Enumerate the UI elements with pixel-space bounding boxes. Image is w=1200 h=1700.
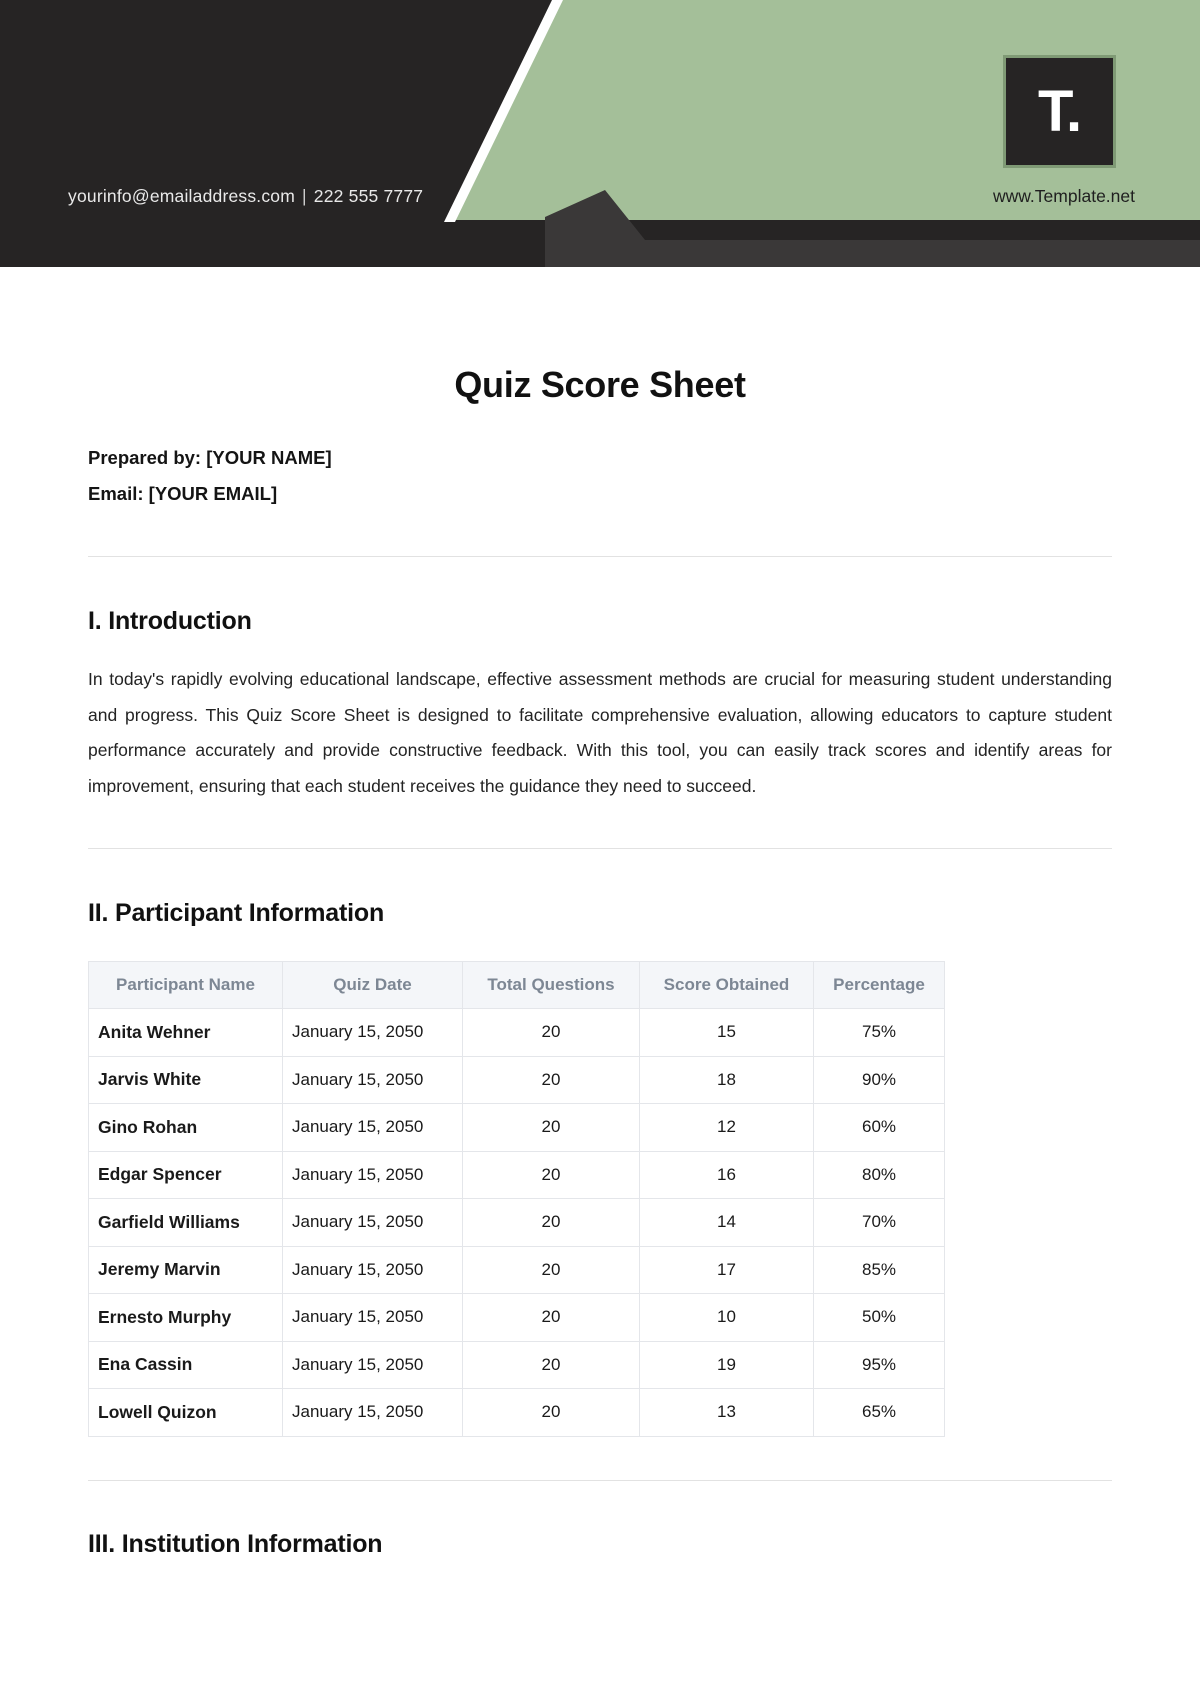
- cell-percentage: 85%: [814, 1246, 945, 1294]
- cell-percentage: 80%: [814, 1151, 945, 1199]
- cell-score-obtained: 18: [640, 1056, 814, 1104]
- cell-participant-name: Anita Wehner: [89, 1009, 283, 1057]
- table-header: [89, 961, 945, 1009]
- cell-score-obtained: 15: [640, 1009, 814, 1057]
- cell-quiz-date: January 15, 2050: [283, 1056, 463, 1104]
- contact-separator: |: [302, 186, 307, 206]
- cell-participant-name: Jeremy Marvin: [89, 1246, 283, 1294]
- cell-percentage: 65%: [814, 1389, 945, 1437]
- table-header-row: [89, 961, 945, 1009]
- section-heading-participant-information: II. Participant Information: [88, 898, 385, 927]
- cell-participant-name: Jarvis White: [89, 1056, 283, 1104]
- table-row: [89, 1104, 945, 1152]
- cell-quiz-date: January 15, 2050: [283, 1151, 463, 1199]
- contact-email: yourinfo@emailaddress.com: [68, 186, 296, 206]
- prepared-by-line: Prepared by: [YOUR NAME]: [88, 447, 332, 468]
- cell-percentage: 90%: [814, 1056, 945, 1104]
- cell-percentage: 60%: [814, 1104, 945, 1152]
- cell-percentage: 95%: [814, 1341, 945, 1389]
- table-row: [89, 1389, 945, 1437]
- divider-1: [88, 556, 1112, 557]
- document-meta: [88, 440, 1112, 513]
- column-header-score-obtained: Score Obtained: [640, 961, 814, 1009]
- table-row: [89, 1199, 945, 1247]
- column-header-participant-name: Participant Name: [89, 961, 283, 1009]
- cell-participant-name: Lowell Quizon: [89, 1389, 283, 1437]
- cell-quiz-date: January 15, 2050: [283, 1199, 463, 1247]
- cell-total-questions: 20: [463, 1294, 640, 1342]
- logo-letter-t-icon: T.: [1037, 78, 1082, 144]
- cell-participant-name: Edgar Spencer: [89, 1151, 283, 1199]
- column-header-percentage: Percentage: [814, 961, 945, 1009]
- page-title: Quiz Score Sheet: [454, 364, 746, 405]
- page-header: [0, 0, 1200, 267]
- cell-quiz-date: January 15, 2050: [283, 1341, 463, 1389]
- cell-total-questions: 20: [463, 1009, 640, 1057]
- header-contact-info: [68, 186, 423, 207]
- header-website: www.Template.net: [992, 186, 1135, 206]
- cell-percentage: 50%: [814, 1294, 945, 1342]
- table-row: [89, 1056, 945, 1104]
- document-body: [0, 364, 1200, 1559]
- cell-participant-name: Garfield Williams: [89, 1199, 283, 1247]
- section-heading-introduction: I. Introduction: [88, 606, 252, 635]
- cell-total-questions: 20: [463, 1104, 640, 1152]
- cell-score-obtained: 17: [640, 1246, 814, 1294]
- cell-total-questions: 20: [463, 1341, 640, 1389]
- cell-total-questions: 20: [463, 1389, 640, 1437]
- cell-quiz-date: January 15, 2050: [283, 1104, 463, 1152]
- cell-percentage: 70%: [814, 1199, 945, 1247]
- cell-participant-name: Ernesto Murphy: [89, 1294, 283, 1342]
- cell-percentage: 75%: [814, 1009, 945, 1057]
- cell-quiz-date: January 15, 2050: [283, 1294, 463, 1342]
- column-header-quiz-date: Quiz Date: [283, 961, 463, 1009]
- cell-total-questions: 20: [463, 1246, 640, 1294]
- cell-score-obtained: 12: [640, 1104, 814, 1152]
- cell-total-questions: 20: [463, 1056, 640, 1104]
- cell-total-questions: 20: [463, 1151, 640, 1199]
- section-heading-institution-information: III. Institution Information: [88, 1529, 383, 1558]
- email-line: Email: [YOUR EMAIL]: [88, 483, 278, 505]
- divider-2: [88, 848, 1112, 849]
- contact-phone: 222 555 7777: [313, 186, 424, 206]
- divider-3: [88, 1480, 1112, 1481]
- table-row: [89, 1151, 945, 1199]
- cell-participant-name: Ena Cassin: [89, 1341, 283, 1389]
- table-row: [89, 1246, 945, 1294]
- cell-quiz-date: January 15, 2050: [283, 1389, 463, 1437]
- cell-quiz-date: January 15, 2050: [283, 1009, 463, 1057]
- cell-score-obtained: 13: [640, 1389, 814, 1437]
- table-row: [89, 1009, 945, 1057]
- cell-score-obtained: 16: [640, 1151, 814, 1199]
- table-row: [89, 1341, 945, 1389]
- cell-score-obtained: 10: [640, 1294, 814, 1342]
- introduction-paragraph: In today's rapidly evolving educational landscape, effective assessment methods are crucial for measuring student understanding and progress. This Quiz Score Sheet is designed to facilitate comprehensive evaluation, allowing educators to capture student performance accurately and provide constructive feedback. With this tool, you can easily track scores and identify areas for improvement, ensuring that each student receives the guidance they need to succeed.: [88, 668, 1112, 796]
- table-row: [89, 1294, 945, 1342]
- template-logo: [1003, 55, 1116, 168]
- cell-score-obtained: 14: [640, 1199, 814, 1247]
- column-header-total-questions: Total Questions: [463, 961, 640, 1009]
- cell-quiz-date: January 15, 2050: [283, 1246, 463, 1294]
- participant-score-table: [88, 961, 945, 1437]
- cell-score-obtained: 19: [640, 1341, 814, 1389]
- cell-total-questions: 20: [463, 1199, 640, 1247]
- cell-participant-name: Gino Rohan: [89, 1104, 283, 1152]
- table-body: [89, 1009, 945, 1437]
